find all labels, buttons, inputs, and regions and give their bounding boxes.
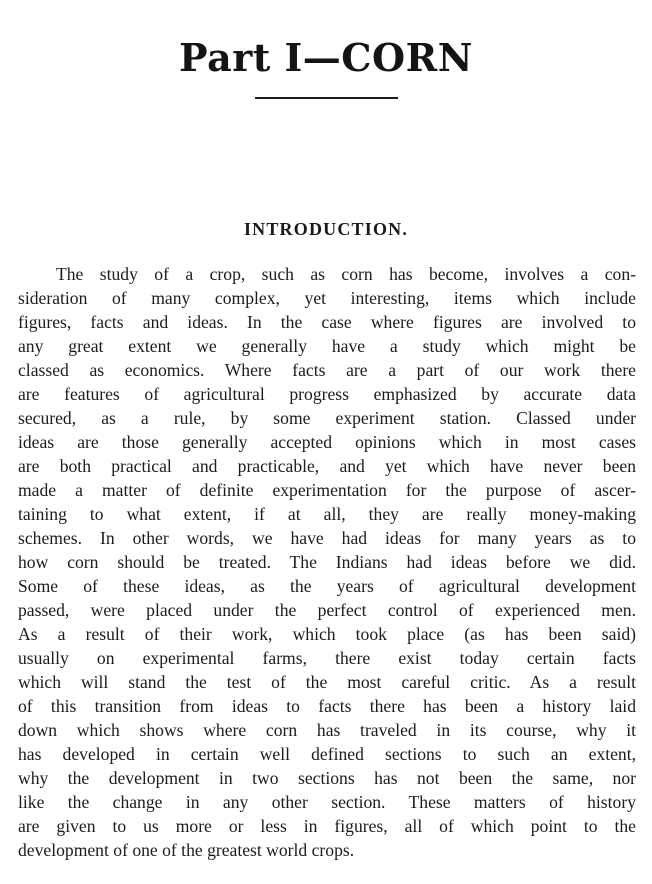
paragraph-line: has developed in certain well defined sections to such an extent, — [18, 744, 636, 764]
introduction-paragraph — [18, 262, 636, 862]
paragraph-line: sideration of many complex, yet interesting, items which include — [18, 288, 636, 308]
paragraph-line: why the development in two sections has not been the same, nor — [18, 768, 636, 788]
paragraph-line: Some of these ideas, as the years of agricultural development — [18, 576, 636, 596]
paragraph-line: taining to what extent, if at all, they are really money-making — [18, 504, 636, 524]
paragraph-line: schemes. In other words, we have had ideas for many years as to — [18, 528, 636, 548]
paragraph-line: The study of a crop, such as corn has become, involves a con- — [56, 264, 636, 284]
paragraph-line: passed, were placed under the perfect control of experienced men. — [18, 600, 636, 620]
paragraph-line: secured, as a rule, by some experiment station. Classed under — [18, 408, 636, 428]
paragraph-line: which will stand the test of the most careful critic. As a result — [18, 672, 636, 692]
part-title: Part I—CORN — [179, 35, 473, 81]
paragraph-line: how corn should be treated. The Indians had ideas before we did. — [18, 552, 636, 572]
paragraph-line: are features of agricultural progress emphasized by accurate data — [18, 384, 636, 404]
paragraph-line: classed as economics. Where facts are a part of our work there — [18, 360, 636, 380]
paragraph-line: are given to us more or less in figures, all of which point to the — [18, 816, 636, 836]
paragraph-line: As a result of their work, which took place (as has been said) — [18, 624, 636, 644]
paragraph-line: figures, facts and ideas. In the case where figures are involved to — [18, 312, 636, 332]
paragraph-line: down which shows where corn has traveled in its course, why it — [18, 720, 636, 740]
section-heading: INTRODUCTION. — [243, 218, 409, 239]
paragraph-line: ideas are those generally accepted opinions which in most cases — [18, 432, 636, 452]
paragraph-line: are both practical and practicable, and yet which have never been — [18, 456, 636, 476]
paragraph-line: of this transition from ideas to facts there has been a history laid — [18, 696, 636, 716]
paragraph-line: made a matter of definite experimentation for the purpose of ascer- — [18, 480, 636, 500]
paragraph-line: usually on experimental farms, there exist today certain facts — [18, 648, 636, 668]
paragraph-line: like the change in any other section. These matters of history — [18, 792, 636, 812]
paragraph-line: development of one of the greatest world crops. — [18, 840, 355, 860]
title-divider-rule — [255, 97, 398, 99]
paragraph-line: any great extent we generally have a study which might be — [18, 336, 636, 356]
